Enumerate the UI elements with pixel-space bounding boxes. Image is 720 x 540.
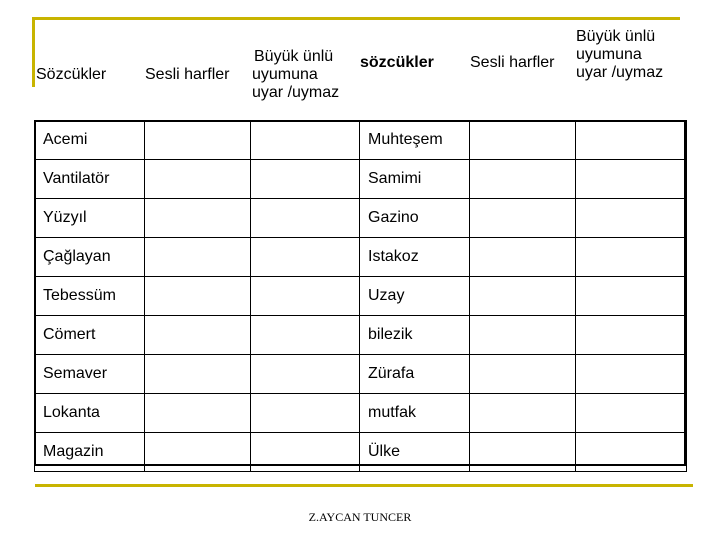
header-harmony-1-line-3: uyar /uymaz (252, 84, 340, 101)
word-cell: Gazino (360, 199, 470, 238)
word-cell: Acemi (35, 121, 145, 160)
header-vowels-col-2: Sesli harfler (470, 54, 555, 71)
header-harmony-2-line-3: uyar /uymaz (576, 64, 664, 81)
author-footer: Z.AYCAN TUNCER (308, 510, 412, 524)
header-words-col-2: sözcükler (360, 54, 434, 71)
word-cell: Zürafa (360, 355, 470, 394)
word-cell: Yüzyıl (35, 199, 145, 238)
header-words-col-1: Sözcükler (36, 66, 107, 83)
word-cell: Samimi (360, 160, 470, 199)
header-vowels-col-1: Sesli harfler (145, 66, 230, 83)
table-outer-border (34, 120, 686, 466)
word-cell: bilezik (360, 316, 470, 355)
header-harmony-col-1 (252, 48, 352, 102)
header-harmony-1-line-2: uyumuna (252, 66, 318, 83)
word-cell: Muhteşem (360, 121, 470, 160)
word-cell: Magazin (35, 433, 145, 472)
word-cell: mutfak (360, 394, 470, 433)
left-decorative-rule (32, 17, 35, 87)
word-cell: Lokanta (35, 394, 145, 433)
word-cell: Çağlayan (35, 238, 145, 277)
header-harmony-2-line-2: uyumuna (576, 46, 642, 63)
word-cell: Cömert (35, 316, 145, 355)
word-cell: Tebessüm (35, 277, 145, 316)
word-cell: Semaver (35, 355, 145, 394)
top-decorative-rule (32, 17, 680, 20)
bottom-decorative-rule (35, 484, 693, 487)
word-cell: Istakoz (360, 238, 470, 277)
header-harmony-1-line-1: Büyük ünlü (254, 48, 334, 65)
word-cell: Uzay (360, 277, 470, 316)
word-cell: Ülke (360, 433, 470, 472)
header-harmony-2-line-1: Büyük ünlü (576, 28, 656, 45)
word-cell: Vantilatör (35, 160, 145, 199)
header-harmony-col-2 (576, 28, 686, 82)
